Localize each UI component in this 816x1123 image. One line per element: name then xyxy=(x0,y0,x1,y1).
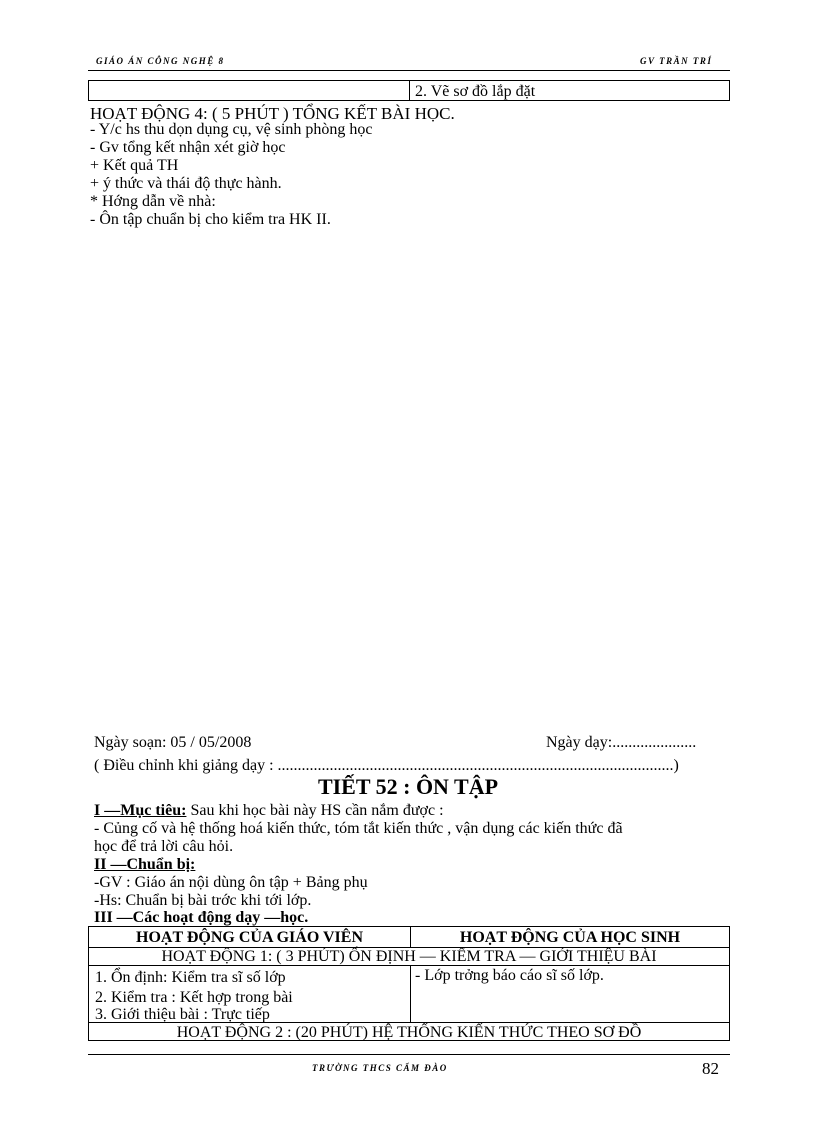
activity4-title: HOẠT ĐỘNG 4: ( 5 PHÚT ) TỔNG KẾT BÀI HỌC. xyxy=(90,104,455,123)
activity4-line: + Kết quả TH xyxy=(90,157,179,174)
date-prepared: Ngày soạn: 05 / 05/2008 xyxy=(94,734,252,751)
lesson-title: TIẾT 52 : ÔN TẬP xyxy=(317,774,499,799)
header-left: GIÁO ÁN CÔNG NGHỆ 8 xyxy=(96,56,225,66)
activity4-line: * Hớng dẫn về nhà: xyxy=(90,193,216,210)
footer-school: TRƯỜNG THCS CẨM ĐÀO xyxy=(312,1063,448,1073)
prep-label: II —Chuẩn bị: xyxy=(94,856,196,873)
date-taught: Ngày dạy:..................... xyxy=(546,734,697,751)
top-table-divider xyxy=(409,81,410,100)
student-line: - Lớp trởng báo cáo sĩ số lớp. xyxy=(415,967,604,984)
footer-rule xyxy=(88,1054,730,1055)
activity2-heading: HOẠT ĐỘNG 2 : (20 PHÚT) HỆ THỐNG KIẾN THỨC THEO SƠ ĐỒ xyxy=(176,1024,642,1041)
top-table-cell: 2. Vẽ sơ đồ lắp đặt xyxy=(415,83,536,100)
objective-line: học để trả lời câu hỏi. xyxy=(94,838,234,855)
activity4-line: - Gv tổng kết nhận xét giờ học xyxy=(90,139,286,156)
header-right: GV TRẦN TRÍ xyxy=(640,56,713,66)
prep-gv: -GV : Giáo án nội dùng ôn tập + Bảng phụ xyxy=(94,874,368,891)
teacher-line: 1. Ổn định: Kiểm tra sĩ số lớp xyxy=(95,969,286,986)
row-divider xyxy=(89,965,729,966)
activity4-line: - Y/c hs thu dọn dụng cụ, vệ sinh phòng học xyxy=(90,121,373,138)
top-table xyxy=(88,80,730,101)
teacher-line: 3. Giới thiệu bài : Trực tiếp xyxy=(95,1006,270,1023)
activities-label: III —Các hoạt động dạy —học. xyxy=(94,909,309,926)
content-divider xyxy=(410,965,411,1022)
activity4-line: + ý thức và thái độ thực hành. xyxy=(90,175,282,192)
col-student-header: HOẠT ĐỘNG CỦA HỌC SINH xyxy=(459,929,681,946)
header-rule xyxy=(88,70,730,71)
teacher-line: 2. Kiểm tra : Kết hợp trong bài xyxy=(95,989,293,1006)
adjustment-note: ( Điều chỉnh khi giảng dạy : ...................................................................................................) xyxy=(94,757,679,774)
activity1-heading: HOẠT ĐỘNG 1: ( 3 PHÚT) ỔN ĐỊNH — KIỂM TRA — GIỚI THIỆU BÀI xyxy=(161,948,657,965)
page-number: 82 xyxy=(702,1059,719,1078)
row-divider xyxy=(89,1022,729,1023)
activities-table xyxy=(88,926,730,1041)
objective-label: I —Mục tiêu: xyxy=(94,802,187,819)
objective-text: Sau khi học bài này HS cần nắm được : xyxy=(186,802,444,819)
prep-hs: -Hs: Chuẩn bị bài trớc khi tới lớp. xyxy=(94,892,312,909)
col-teacher-header: HOẠT ĐỘNG CỦA GIÁO VIÊN xyxy=(136,929,363,946)
activity4-line: - Ôn tập chuẩn bị cho kiểm tra HK II. xyxy=(90,211,331,228)
objective-heading xyxy=(94,802,444,820)
objective-line: - Củng cố và hệ thống hoá kiến thức, tóm tắt kiến thức , vận dụng các kiến thức đã xyxy=(94,820,623,837)
